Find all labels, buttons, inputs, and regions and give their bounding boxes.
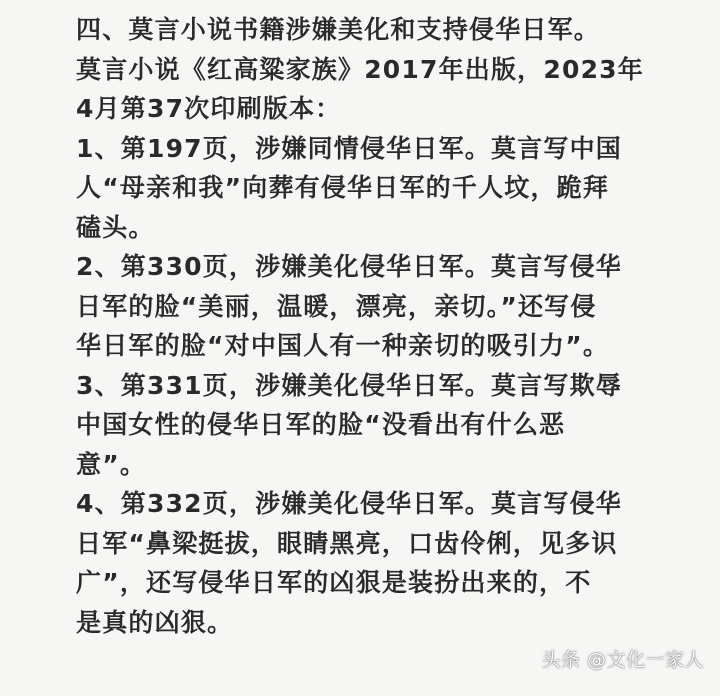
text-line: 意”。	[76, 449, 147, 479]
text-line: 广”，还写侵华日军的凶狠是装扮出来的，不	[76, 568, 592, 597]
text-line: 华日军的脸“对中国人有一种亲切的吸引力”。	[76, 331, 610, 360]
text-line: 磕头。	[76, 212, 155, 242]
text-line: 是真的凶狠。	[76, 607, 234, 637]
text-line: 莫言小说《红高粱家族》2017年出版，2023年	[76, 54, 644, 84]
text-line: 4、第332页，涉嫌美化侵华日军。莫言写侵华	[76, 489, 622, 518]
text-line: 人“母亲和我”向葬有侵华日军的千人坟，跪拜	[76, 173, 610, 202]
text-line-heading: 四、莫言小说书籍涉嫌美化和支持侵华日军。	[76, 15, 601, 44]
watermark-credit: 头条 @文化一家人	[541, 648, 704, 671]
text-line: 3、第331页，涉嫌美化侵华日军。莫言写欺辱	[76, 370, 622, 400]
text-line: 日军的脸“美丽，温暖，漂亮，亲切。”还写侵	[76, 291, 597, 321]
text-line: 2、第330页，涉嫌美化侵华日军。莫言写侵华	[76, 252, 622, 281]
text-line: 日军“鼻梁挺拔，眼睛黑亮，口齿伶俐，见多识	[76, 528, 618, 558]
text-line: 1、第197页，涉嫌同情侵华日军。莫言写中国	[76, 133, 622, 163]
text-line: 中国女性的侵华日军的脸“没看出有什么恶	[76, 410, 566, 439]
text-line: 4月第37次印刷版本：	[76, 94, 342, 123]
